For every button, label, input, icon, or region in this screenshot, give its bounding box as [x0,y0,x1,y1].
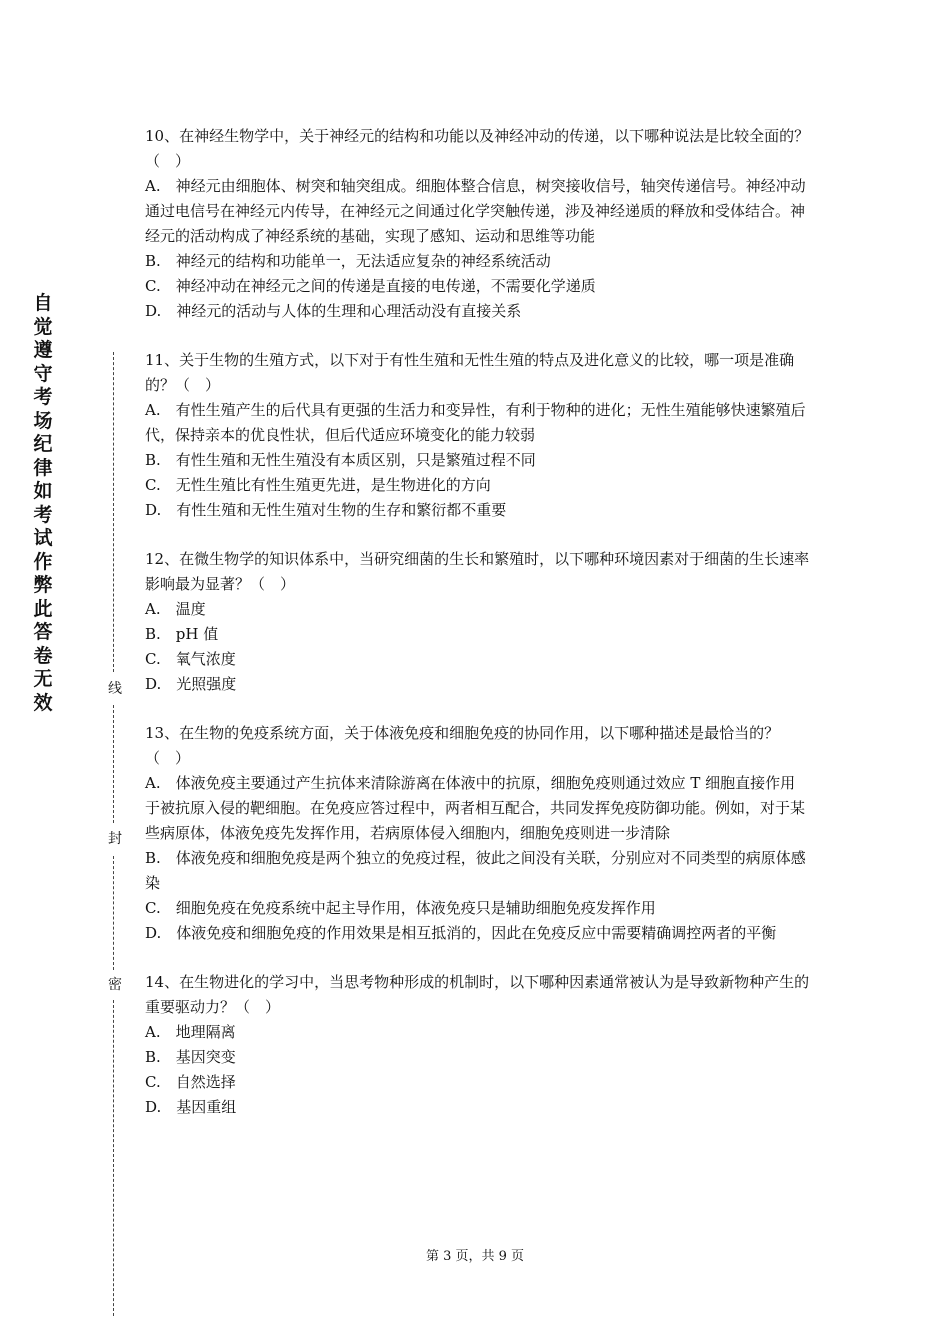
question-stem: 14、在生物进化的学习中，当思考物种形成的机制时，以下哪种因素通常被认为是导致新物种产生的重要驱动力？（ ） [145,973,810,1016]
question-stem: 13、在生物的免疫系统方面，关于体液免疫和细胞免疫的协同作用，以下哪种描述是最恰当的？（ ） [145,724,780,767]
question-stem: 12、在微生物学的知识体系中，当研究细菌的生长和繁殖时，以下哪种环境因素对于细菌的生长速率影响最为显著？（ ） [145,550,810,593]
question-12 [145,547,810,697]
option-c: C. 细胞免疫在免疫系统中起主导作用，体液免疫只是辅助细胞免疫发挥作用 [145,899,656,917]
binding-mark-line: 线 [108,681,122,697]
option-b: B. pH 值 [145,625,219,643]
binding-mark-seal: 封 [108,831,122,847]
option-b: B. 有性生殖和无性生殖没有本质区别，只是繁殖过程不同 [145,451,536,469]
option-c: C. 无性生殖比有性生殖更先进，是生物进化的方向 [145,476,491,494]
option-a: A. 体液免疫主要通过产生抗体来清除游离在体液中的抗原，细胞免疫则通过效应 T 细胞直接作用于被抗原入侵的靶细胞。在免疫应答过程中，两者相互配合，共同发挥免疫防御功能。例如，对于某些病原体，体液免疫先发挥作用，若病原体侵入细胞内，细胞免疫则进一步清除 [145,774,806,842]
option-d: D. 基因重组 [145,1098,237,1116]
option-c: C. 自然选择 [145,1073,236,1091]
question-10 [145,124,810,324]
question-11 [145,348,810,523]
option-d: D. 光照强度 [145,675,237,693]
option-a: A. 神经元由细胞体、树突和轴突组成。细胞体整合信息，树突接收信号，轴突传递信号。神经冲动通过电信号在神经元内传导，在神经元之间通过化学突触传递，涉及神经递质的释放和受体结合。神经元的活动构成了神经系统的基础，实现了感知、运动和思维等功能 [145,177,806,245]
option-a: A. 温度 [145,600,206,618]
binding-dashed-line [113,705,114,823]
option-a: A. 有性生殖产生的后代具有更强的生活力和变异性，有利于物种的进化；无性生殖能够快速繁殖后代，保持亲本的优良性状，但后代适应环境变化的能力较弱 [145,401,806,444]
option-c: C. 神经冲动在神经元之间的传递是直接的电传递，不需要化学递质 [145,277,596,295]
option-b: B. 基因突变 [145,1048,236,1066]
exam-discipline-notice: 自觉遵守考场纪律如考试作弊此答卷无效 [33,292,53,714]
question-stem: 10、在神经生物学中，关于神经元的结构和功能以及神经冲动的传递，以下哪种说法是比较全面的？（ ） [145,127,810,170]
option-d: D. 神经元的活动与人体的生理和心理活动没有直接关系 [145,302,522,320]
question-list [145,124,810,1144]
option-d: D. 体液免疫和细胞免疫的作用效果是相互抵消的，因此在免疫反应中需要精确调控两者的平衡 [145,924,777,942]
option-a: A. 地理隔离 [145,1023,236,1041]
binding-dashed-line [113,352,114,672]
option-b: B. 神经元的结构和功能单一，无法适应复杂的神经系统活动 [145,252,551,270]
binding-mark-secret: 密 [108,977,122,993]
option-c: C. 氧气浓度 [145,650,236,668]
question-14 [145,970,810,1120]
binding-dashed-line [113,856,114,970]
option-d: D. 有性生殖和无性生殖对生物的生存和繁衍都不重要 [145,501,507,519]
binding-dashed-line [113,1000,114,1316]
question-13 [145,721,810,946]
option-b: B. 体液免疫和细胞免疫是两个独立的免疫过程，彼此之间没有关联，分别应对不同类型的病原体感染 [145,849,806,892]
question-stem: 11、关于生物的生殖方式，以下对于有性生殖和无性生殖的特点及进化意义的比较，哪一项是准确的？（ ） [145,351,795,394]
page-number: 第 3 页，共 9 页 [425,1249,525,1264]
